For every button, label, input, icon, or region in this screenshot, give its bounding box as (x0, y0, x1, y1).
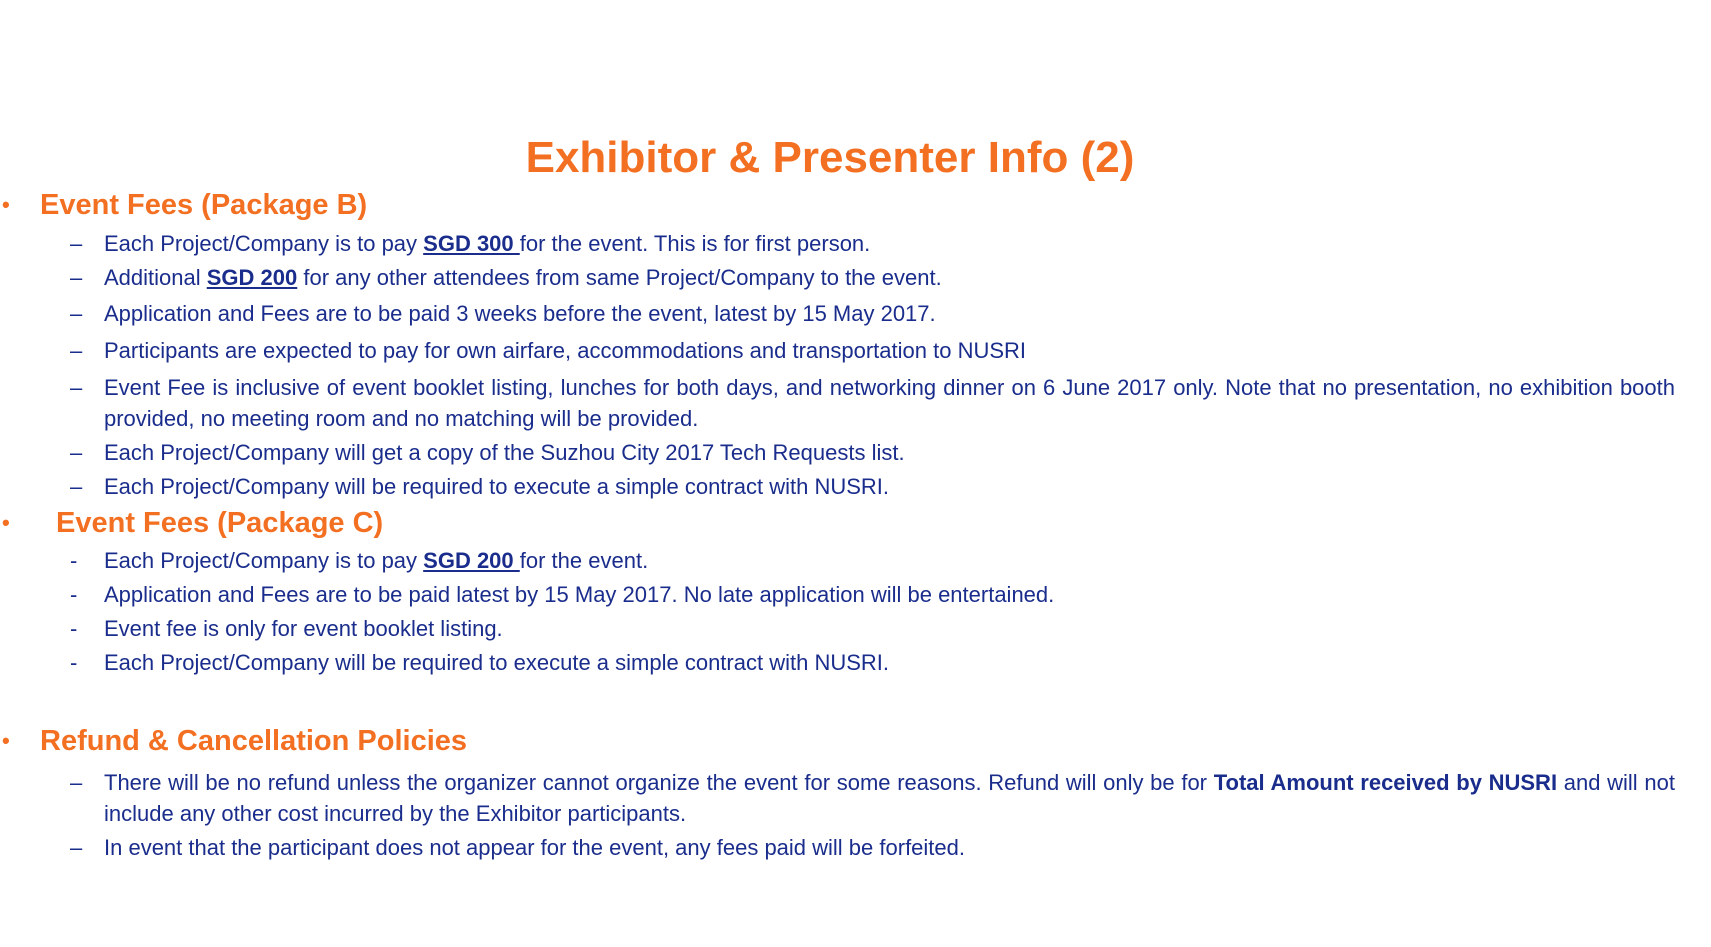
list-item (70, 832, 1675, 863)
list-item (70, 372, 1675, 434)
list-item-text: Event Fee is inclusive of event booklet listing, lunches for both days, and networking dinner on 6 June 2017 only. Note that no presentation, no exhibition booth provided, no meeting room and no matching will be provided. (104, 375, 1675, 431)
list-item-text: Application and Fees are to be paid 3 weeks before the event, latest by 15 May 2017. (104, 301, 936, 326)
list-item-text: In event that the participant does not appear for the event, any fees paid will be forfeited. (104, 835, 965, 860)
bullet: • (2, 192, 10, 217)
dash-marker: – (70, 338, 83, 363)
section-heading-label: Refund & Cancellation Policies (40, 725, 468, 757)
section-heading-label: Event Fees (Package B) (40, 189, 368, 221)
dash-marker: - (70, 582, 78, 607)
dash-marker: – (70, 440, 83, 465)
list-item-text: Each Project/Company will get a copy of the Suzhou City 2017 Tech Requests list. (104, 440, 905, 465)
list-item (70, 437, 1675, 468)
amount-highlight: Total Amount received by NUSRI (1213, 770, 1558, 795)
list-item-text: Each Project/Company will be required to execute a simple contract with NUSRI. (104, 650, 890, 675)
dash-marker: – (70, 301, 83, 326)
page-title: Exhibitor & Presenter Info (2) (525, 133, 1135, 182)
list-item-text: There will be no refund unless the organizer cannot organize the event for some reasons. Refund will only be for Total Amount received by NUSRI and will not include any other cost incurred by the Exhibitor participants. (104, 770, 1675, 826)
dash-marker: – (70, 770, 83, 795)
dash-marker: – (70, 835, 83, 860)
list-item (70, 613, 1675, 644)
list-item-text: Application and Fees are to be paid latest by 15 May 2017. No late application will be entertained. (104, 582, 1055, 607)
list-item-text: Event fee is only for event booklet listing. (104, 616, 503, 641)
list-item (70, 298, 1675, 329)
list-item-text: Each Project/Company will be required to execute a simple contract with NUSRI. (104, 474, 890, 499)
list-item (70, 471, 1675, 502)
list-item (70, 335, 1675, 366)
list-item (70, 767, 1675, 829)
list-item-text: Each Project/Company is to pay SGD 200 for the event. (104, 548, 649, 573)
dash-marker: – (70, 375, 83, 400)
dash-marker: – (70, 474, 83, 499)
price-highlight: SGD 300 (423, 231, 520, 256)
dash-marker: - (70, 548, 78, 573)
list-item (70, 579, 1675, 610)
list-item-text: Participants are expected to pay for own airfare, accommodations and transportation to NUSRI (104, 338, 1027, 363)
price-highlight: SGD 200 (423, 548, 520, 573)
list-item (70, 262, 1675, 293)
list-item-text: Additional SGD 200 for any other attendees from same Project/Company to the event. (104, 265, 942, 290)
bullet: • (2, 728, 10, 753)
section-heading-label: Event Fees (Package C) (56, 507, 384, 539)
bullet: • (2, 510, 10, 535)
section-heading-refund (0, 723, 467, 759)
dash-marker: - (70, 616, 78, 641)
dash-marker: – (70, 231, 83, 256)
section-heading-package-b (0, 187, 367, 223)
section-heading-package-c (0, 505, 383, 541)
list-item (70, 545, 1675, 576)
dash-marker: - (70, 650, 78, 675)
list-item (70, 647, 1675, 678)
price-highlight: SGD 200 (206, 265, 298, 290)
list-item (70, 228, 1675, 259)
dash-marker: – (70, 265, 83, 290)
list-item-text: Each Project/Company is to pay SGD 300 for the event. This is for first person. (104, 231, 871, 256)
